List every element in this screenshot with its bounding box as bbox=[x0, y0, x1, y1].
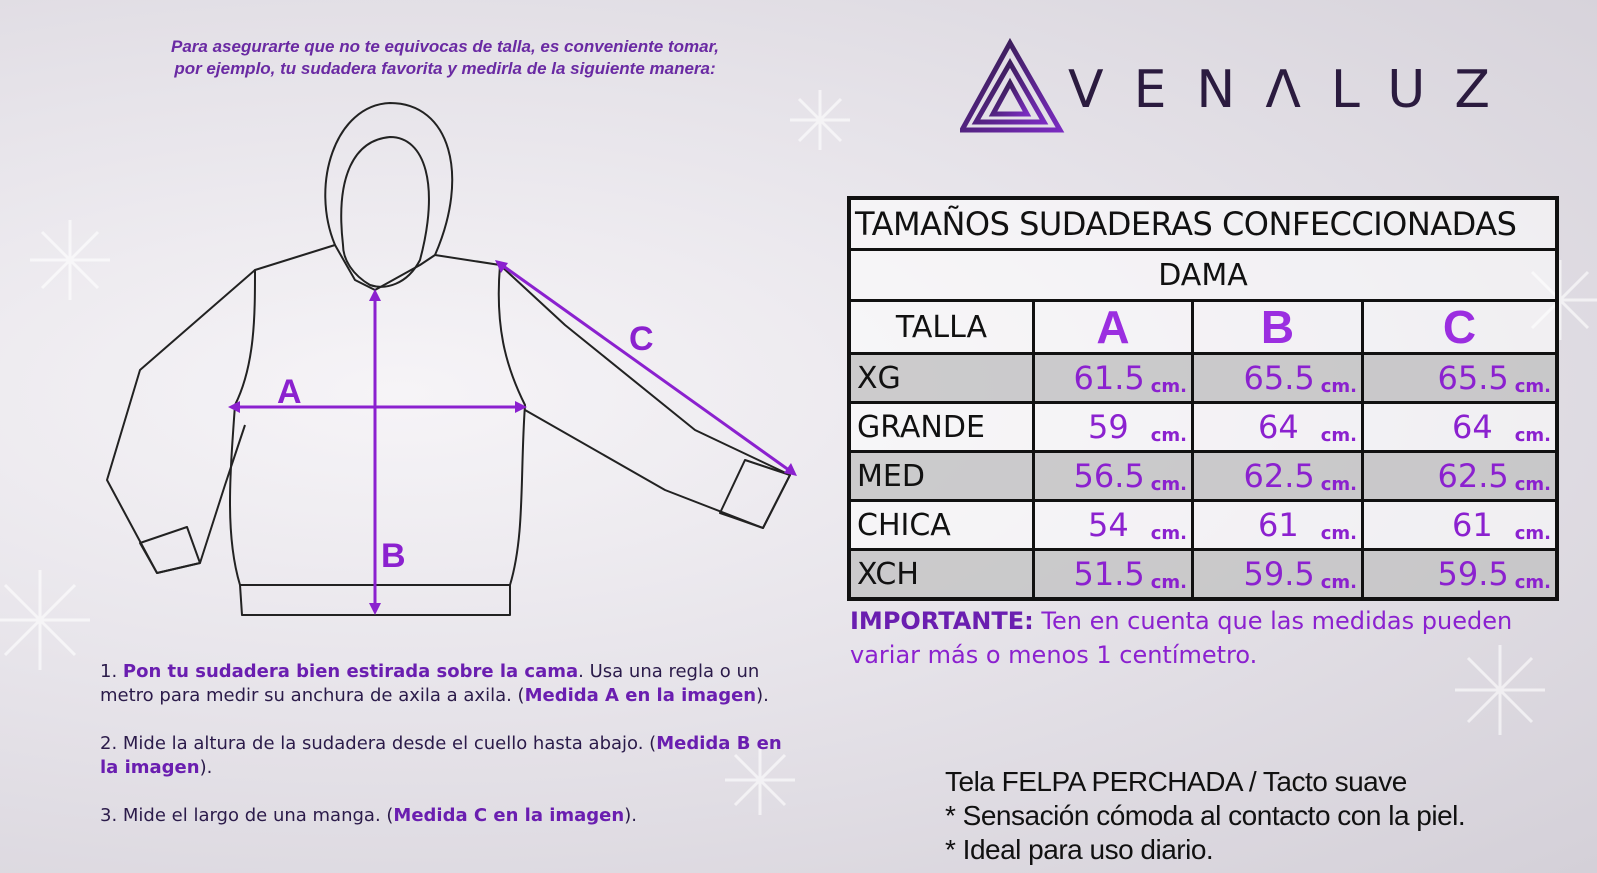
cell-b bbox=[1191, 355, 1361, 401]
unit: cm. bbox=[1150, 523, 1187, 544]
value: 54 bbox=[1088, 506, 1129, 544]
unit: cm. bbox=[1320, 572, 1357, 593]
measuring-steps bbox=[100, 660, 800, 852]
size-med: MED bbox=[851, 453, 1032, 499]
value: 61 bbox=[1452, 506, 1493, 544]
cell-c bbox=[1361, 355, 1555, 401]
header-col-a: A bbox=[1032, 302, 1191, 352]
step-2-ref: Medida B en la imagen bbox=[100, 733, 782, 778]
step-1-text: . Usa una regla o un metro para medir su anchura de axila a axila. ( bbox=[100, 661, 760, 706]
table-header-row bbox=[851, 299, 1555, 352]
unit: cm. bbox=[1150, 425, 1187, 446]
cell-b bbox=[1191, 404, 1361, 450]
value: 59.5 bbox=[1437, 555, 1509, 593]
unit: cm. bbox=[1150, 376, 1187, 397]
step-1-bold: Pon tu sudadera bien estirada sobre la cama bbox=[122, 661, 579, 682]
hood-inner bbox=[341, 137, 429, 287]
fabric-line-1: Tela FELPA PERCHADA / Tacto suave bbox=[945, 766, 1407, 797]
step-1-number: 1. bbox=[100, 661, 123, 682]
label-b: B bbox=[381, 537, 406, 575]
intro-line-2: por ejemplo, tu sudadera favorita y medirla de la siguiente manera: bbox=[174, 59, 716, 78]
step-3 bbox=[100, 804, 800, 828]
step-2-end: ). bbox=[199, 757, 213, 778]
table-subtitle-row bbox=[851, 248, 1555, 299]
table-row bbox=[851, 548, 1555, 597]
cell-c bbox=[1361, 551, 1555, 597]
cell-c bbox=[1361, 502, 1555, 548]
venaluz-logo-icon bbox=[960, 38, 1070, 138]
left-cuff bbox=[140, 527, 200, 573]
step-2-text: 2. Mide la altura de la sudadera desde el cuello hasta abajo. ( bbox=[100, 733, 657, 754]
unit: cm. bbox=[1320, 523, 1357, 544]
unit: cm. bbox=[1514, 523, 1551, 544]
value: 51.5 bbox=[1073, 555, 1145, 593]
cell-b bbox=[1191, 453, 1361, 499]
value: 64 bbox=[1452, 408, 1493, 446]
value: 62.5 bbox=[1437, 457, 1509, 495]
cell-a bbox=[1032, 502, 1191, 548]
unit: cm. bbox=[1150, 474, 1187, 495]
size-grande: GRANDE bbox=[857, 409, 985, 445]
table-subtitle: DAMA bbox=[1158, 257, 1248, 293]
label-a: A bbox=[277, 373, 302, 411]
fabric-line-3: * Ideal para uso diario. bbox=[945, 834, 1214, 865]
size-chica: CHICA bbox=[857, 507, 951, 543]
value: 65.5 bbox=[1437, 359, 1509, 397]
unit: cm. bbox=[1514, 425, 1551, 446]
table-title-row bbox=[851, 200, 1555, 248]
step-1-end: ). bbox=[756, 685, 769, 706]
intro-line-1: Para asegurarte que no te equivocas de talla, es conveniente tomar, bbox=[171, 37, 719, 56]
cell-a bbox=[1032, 355, 1191, 401]
value: 56.5 bbox=[1073, 457, 1145, 495]
table-row bbox=[851, 401, 1555, 450]
step-2 bbox=[100, 732, 800, 780]
value: 61 bbox=[1258, 506, 1299, 544]
value: 65.5 bbox=[1243, 359, 1315, 397]
label-c: C bbox=[629, 320, 654, 358]
hood-outline bbox=[325, 103, 452, 255]
header-talla: TALLA bbox=[895, 309, 988, 345]
cell-c bbox=[1361, 453, 1555, 499]
value: 59 bbox=[1088, 408, 1129, 446]
header-col-b: B bbox=[1191, 302, 1361, 352]
measure-b-arrow-top bbox=[369, 289, 381, 301]
cell-a bbox=[1032, 551, 1191, 597]
left-sleeve bbox=[107, 270, 255, 573]
step-1-ref: Medida A en la imagen bbox=[524, 685, 757, 706]
measure-c-line bbox=[499, 263, 793, 473]
right-sleeve bbox=[500, 265, 790, 528]
hoodie-diagram bbox=[95, 95, 815, 635]
size-xch: XCH bbox=[851, 551, 1032, 597]
unit: cm. bbox=[1514, 572, 1551, 593]
unit: cm. bbox=[1514, 474, 1551, 495]
value: 62.5 bbox=[1243, 457, 1315, 495]
header-col-c: C bbox=[1361, 302, 1555, 352]
step-3-end: ). bbox=[624, 805, 637, 826]
important-label: IMPORTANTE: bbox=[850, 607, 1034, 635]
size-table bbox=[847, 196, 1559, 601]
table-title: TAMAÑOS SUDADERAS CONFECCIONADAS bbox=[855, 205, 1517, 243]
unit: cm. bbox=[1150, 572, 1187, 593]
fabric-line-2: * Sensación cómoda al contacto con la piel. bbox=[945, 800, 1466, 831]
size-xg: XG bbox=[851, 355, 1032, 401]
table-row bbox=[851, 499, 1555, 548]
fabric-info bbox=[945, 765, 1465, 867]
cell-a bbox=[1032, 404, 1191, 450]
table-row bbox=[851, 352, 1555, 401]
value: 61.5 bbox=[1073, 359, 1145, 397]
cell-b bbox=[1191, 502, 1361, 548]
unit: cm. bbox=[1320, 425, 1357, 446]
measure-b-arrow-bottom bbox=[369, 603, 381, 615]
value: 64 bbox=[1258, 408, 1299, 446]
cell-a bbox=[1032, 453, 1191, 499]
table-row bbox=[851, 450, 1555, 499]
important-text: Ten en cuenta que las medidas pueden variar más o menos 1 centímetro. bbox=[850, 607, 1513, 669]
step-3-ref: Medida C en la imagen bbox=[393, 805, 625, 826]
intro-text bbox=[100, 36, 790, 80]
value: 59.5 bbox=[1243, 555, 1315, 593]
unit: cm. bbox=[1320, 474, 1357, 495]
cell-c bbox=[1361, 404, 1555, 450]
step-3-text: 3. Mide el largo de una manga. ( bbox=[100, 805, 394, 826]
unit: cm. bbox=[1514, 376, 1551, 397]
step-1 bbox=[100, 660, 800, 708]
brand-name: VENΛLUZ bbox=[1068, 60, 1521, 120]
important-note bbox=[850, 604, 1570, 672]
unit: cm. bbox=[1320, 376, 1357, 397]
cell-b bbox=[1191, 551, 1361, 597]
